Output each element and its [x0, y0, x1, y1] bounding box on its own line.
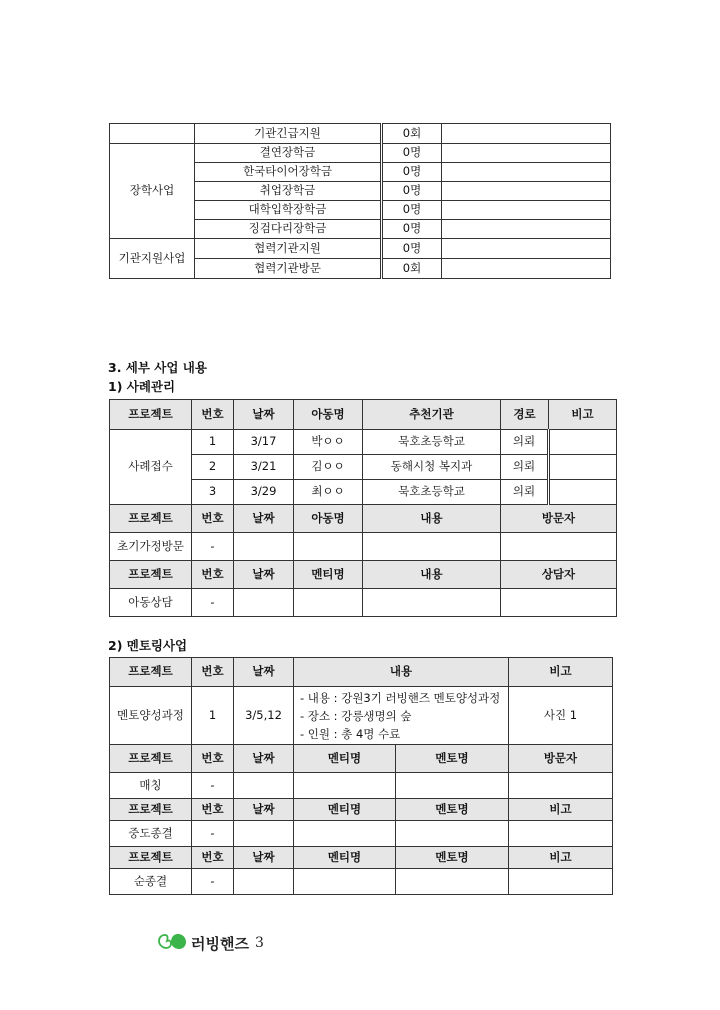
summary-count: 0명 — [382, 220, 442, 239]
header-mentee: 멘티명 — [294, 799, 396, 821]
case-child: 김ㅇㅇ — [294, 455, 363, 480]
header-content: 내용 — [363, 505, 501, 533]
header-date: 날짜 — [234, 745, 294, 773]
header-date: 날짜 — [234, 505, 294, 533]
header-no: 번호 — [192, 561, 234, 589]
header-project: 프로젝트 — [110, 745, 192, 773]
header-content: 내용 — [363, 561, 501, 589]
header-no: 번호 — [192, 745, 234, 773]
header-date: 날짜 — [234, 799, 294, 821]
case-note — [549, 480, 617, 505]
summary-count: 0명 — [382, 144, 442, 163]
training-date: 3/5,12 — [234, 687, 294, 745]
header-project: 프로젝트 — [110, 658, 192, 687]
header-date: 날짜 — [234, 400, 294, 430]
case-note — [549, 455, 617, 480]
training-note: 사진 1 — [509, 687, 613, 745]
case-project: 사례접수 — [110, 430, 192, 505]
header-project: 프로젝트 — [110, 561, 192, 589]
header-counselor: 상담자 — [501, 561, 617, 589]
case-note — [549, 430, 617, 455]
header-note: 비고 — [509, 847, 613, 869]
summary-item: 기관긴급지원 — [195, 124, 382, 144]
normalend-no: - — [192, 869, 234, 895]
consult-project: 아동상담 — [110, 589, 192, 617]
case-table — [109, 399, 617, 617]
case-org: 동해시청 복지과 — [363, 455, 501, 480]
matching-project: 매칭 — [110, 773, 192, 799]
summary-item: 협력기관지원 — [195, 239, 382, 259]
header-mentee: 멘티명 — [294, 745, 396, 773]
summary-table — [109, 123, 611, 279]
header-project: 프로젝트 — [110, 799, 192, 821]
header-child: 아동명 — [294, 400, 363, 430]
summary-count: 0명 — [382, 163, 442, 182]
case-no: 1 — [192, 430, 234, 455]
header-no: 번호 — [192, 799, 234, 821]
case-no: 2 — [192, 455, 234, 480]
case-child: 박ㅇㅇ — [294, 430, 363, 455]
header-mentee: 멘티명 — [294, 561, 363, 589]
training-no: 1 — [192, 687, 234, 745]
summary-item: 대학입학장학금 — [195, 201, 382, 220]
summary-item: 결연장학금 — [195, 144, 382, 163]
loving-hands-logo-icon — [158, 931, 188, 955]
content-line: - 장소 : 강릉생명의 숲 — [300, 708, 412, 723]
summary-count: 0회 — [382, 259, 442, 279]
header-note: 비고 — [509, 799, 613, 821]
visit-project: 초기가정방문 — [110, 533, 192, 561]
footer-brand: 러빙핸즈 — [191, 934, 249, 953]
summary-item: 협력기관방문 — [195, 259, 382, 279]
header-org: 추천기관 — [363, 400, 501, 430]
header-date: 날짜 — [234, 561, 294, 589]
header-no: 번호 — [192, 505, 234, 533]
case-date: 3/17 — [234, 430, 294, 455]
header-no: 번호 — [192, 658, 234, 687]
header-project: 프로젝트 — [110, 505, 192, 533]
header-mentor: 멘토명 — [396, 799, 509, 821]
midend-no: - — [192, 821, 234, 847]
header-content: 내용 — [294, 658, 509, 687]
consult-no: - — [192, 589, 234, 617]
header-mentor: 멘토명 — [396, 847, 509, 869]
case-no: 3 — [192, 480, 234, 505]
header-note: 비고 — [549, 400, 617, 430]
case-org: 묵호초등학교 — [363, 430, 501, 455]
case-org: 묵호초등학교 — [363, 480, 501, 505]
header-no: 번호 — [192, 400, 234, 430]
training-project: 멘토양성과정 — [110, 687, 192, 745]
header-route: 경로 — [501, 400, 549, 430]
content-line: - 인원 : 총 4명 수료 — [300, 726, 401, 741]
header-visitor: 방문자 — [501, 505, 617, 533]
header-project: 프로젝트 — [110, 847, 192, 869]
visit-no: - — [192, 533, 234, 561]
case-date: 3/21 — [234, 455, 294, 480]
normalend-project: 순종결 — [110, 869, 192, 895]
case-route: 의뢰 — [501, 455, 549, 480]
case-title: 1) 사례관리 — [108, 379, 176, 394]
matching-no: - — [192, 773, 234, 799]
header-mentee: 멘티명 — [294, 847, 396, 869]
mentoring-title: 2) 멘토링사업 — [108, 638, 188, 653]
header-note: 비고 — [509, 658, 613, 687]
header-mentor: 멘토명 — [396, 745, 509, 773]
footer — [158, 931, 264, 955]
summary-count: 0회 — [382, 124, 442, 144]
summary-group — [110, 124, 195, 144]
summary-count: 0명 — [382, 239, 442, 259]
case-route: 의뢰 — [501, 430, 549, 455]
case-child: 최ㅇㅇ — [294, 480, 363, 505]
header-date: 날짜 — [234, 847, 294, 869]
header-date: 날짜 — [234, 658, 294, 687]
header-visitor: 방문자 — [509, 745, 613, 773]
case-date: 3/29 — [234, 480, 294, 505]
midend-project: 중도종결 — [110, 821, 192, 847]
page-number: 3 — [254, 935, 264, 951]
content-line: - 내용 : 강원3기 러빙핸즈 멘토양성과정 — [300, 690, 501, 705]
summary-item: 한국타이어장학금 — [195, 163, 382, 182]
summary-group: 기관지원사업 — [110, 239, 195, 279]
case-route: 의뢰 — [501, 480, 549, 505]
header-no: 번호 — [192, 847, 234, 869]
summary-group: 장학사업 — [110, 144, 195, 239]
summary-item: 징검다리장학금 — [195, 220, 382, 239]
mentoring-table — [109, 657, 613, 895]
summary-item: 취업장학금 — [195, 182, 382, 201]
training-content — [294, 687, 509, 745]
section-title: 3. 세부 사업 내용 — [108, 360, 207, 375]
summary-count: 0명 — [382, 182, 442, 201]
summary-count: 0명 — [382, 201, 442, 220]
header-project: 프로젝트 — [110, 400, 192, 430]
header-child: 아동명 — [294, 505, 363, 533]
